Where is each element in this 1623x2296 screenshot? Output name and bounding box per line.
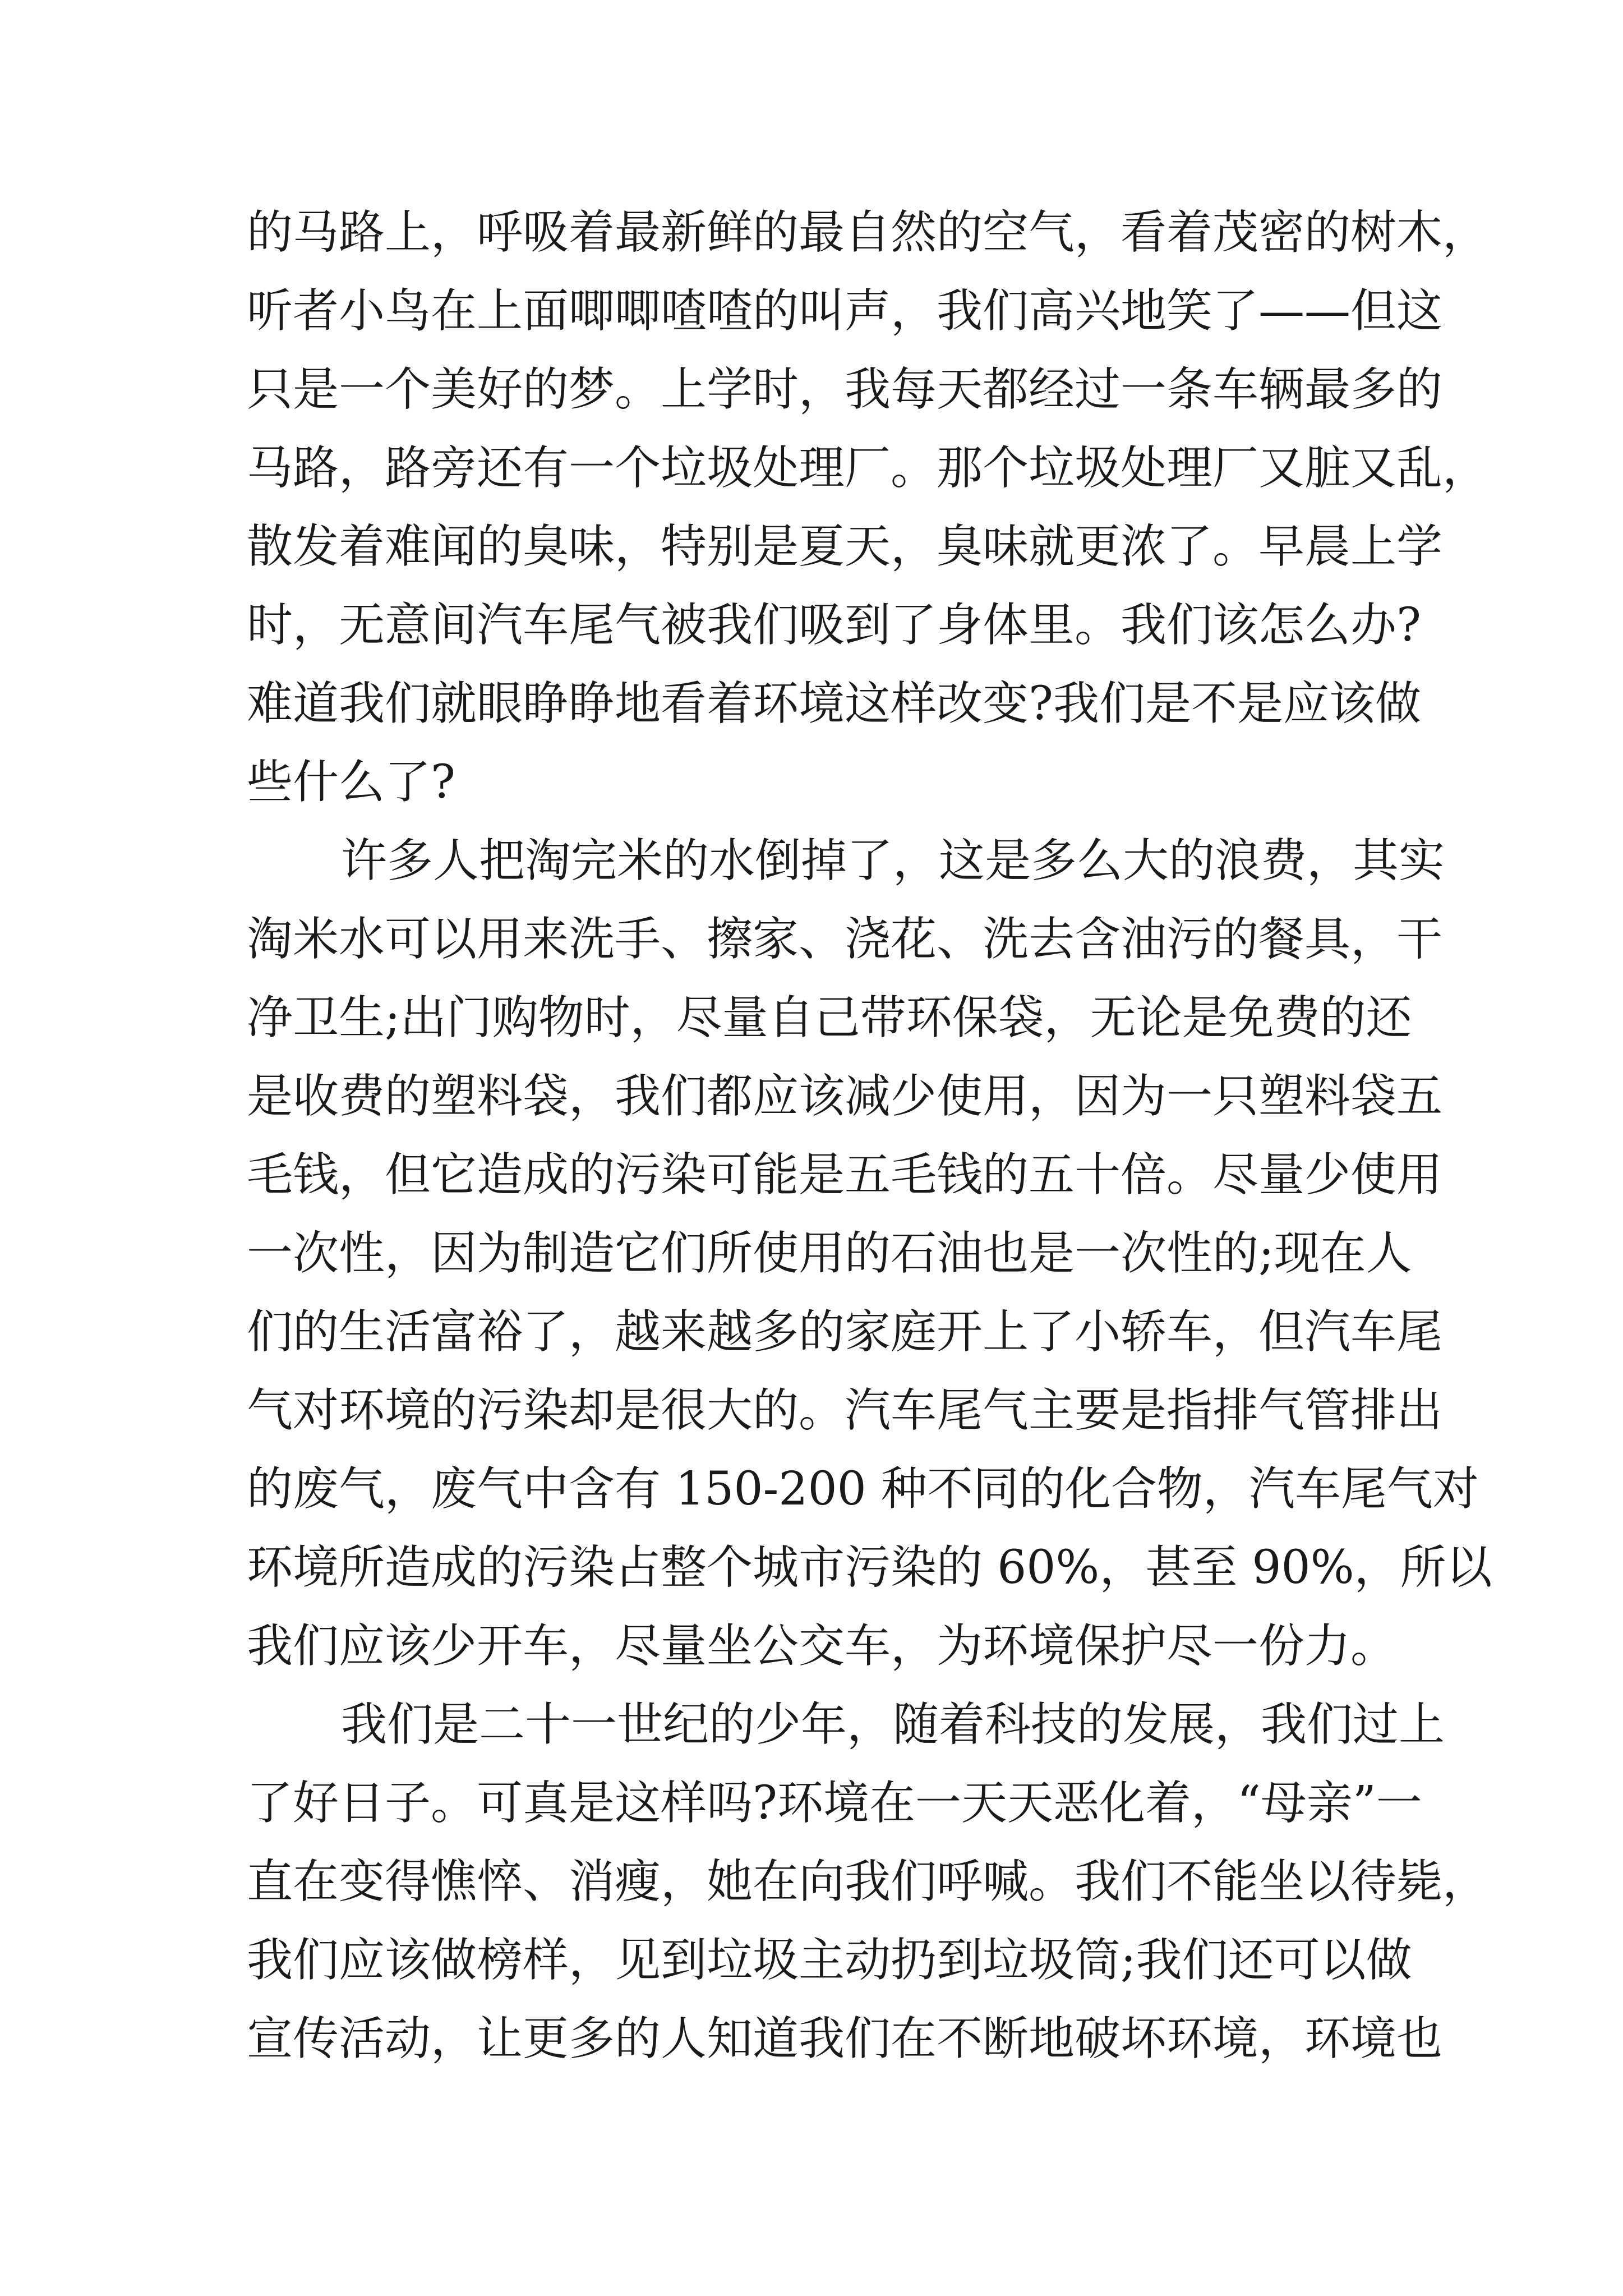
- text-line: 毛钱，但它造成的污染可能是五毛钱的五十倍。尽量少使用: [247, 1148, 1443, 1202]
- text-line: 许多人把淘完米的水倒掉了，这是多么大的浪费，其实: [341, 834, 1445, 887]
- text-line: 直在变得憔悴、消瘦，她在向我们呼喊。我们不能坐以待毙，: [247, 1855, 1489, 1908]
- text-line: 听者小鸟在上面唧唧喳喳的叫声，我们高兴地笑了——但这: [247, 284, 1443, 338]
- text-line: 气对环境的污染却是很大的。汽车尾气主要是指排气管排出: [247, 1384, 1443, 1437]
- text-line: 些什么了?: [247, 756, 455, 809]
- text-line: 环境所造成的污染占整个城市污染的 60%，甚至 90%，所以: [247, 1541, 1492, 1594]
- paragraph-1: [247, 194, 1489, 822]
- text-line: 的马路上，呼吸着最新鲜的最自然的空气，看着茂密的树木，: [247, 206, 1489, 259]
- text-line: 一次性，因为制造它们所使用的石油也是一次性的;现在人: [247, 1227, 1412, 1280]
- paragraph-2: [247, 822, 1492, 1686]
- text-line: 宣传活动，让更多的人知道我们在不断地破坏环境，环境也: [247, 2012, 1443, 2065]
- text-line: 马路，路旁还有一个垃圾处理厂。那个垃圾处理厂又脏又乱，: [247, 441, 1489, 495]
- text-line: 我们是二十一世纪的少年，随着科技的发展，我们过上: [341, 1698, 1445, 1751]
- text-line: 们的生活富裕了，越来越多的家庭开上了小轿车，但汽车尾: [247, 1305, 1443, 1359]
- text-line: 的废气，废气中含有 150-200 种不同的化合物，汽车尾气对: [247, 1462, 1479, 1516]
- text-line: 淘米水可以用来洗手、擦家、浇花、洗去含油污的餐具，干: [247, 913, 1443, 966]
- text-line: 散发着难闻的臭味，特别是夏天，臭味就更浓了。早晨上学: [247, 520, 1443, 573]
- text-line: 只是一个美好的梦。上学时，我每天都经过一条车辆最多的: [247, 363, 1443, 416]
- text-line: 净卫生;出门购物时，尽量自己带环保袋，无论是免费的还: [247, 991, 1412, 1045]
- text-line: 时，无意间汽车尾气被我们吸到了身体里。我们该怎么办?: [247, 599, 1421, 652]
- body-text: [247, 194, 1492, 2078]
- text-line: 了好日子。可真是这样吗?环境在一天天恶化着，“母亲”一: [247, 1777, 1422, 1830]
- text-line: 我们应该做榜样，见到垃圾主动扔到垃圾筒;我们还可以做: [247, 1934, 1412, 1987]
- text-line: 我们应该少开车，尽量坐公交车，为环境保护尽一份力。: [247, 1619, 1397, 1673]
- text-line: 难道我们就眼睁睁地看着环境这样改变?我们是不是应该做: [247, 677, 1421, 730]
- text-line: 是收费的塑料袋，我们都应该减少使用，因为一只塑料袋五: [247, 1070, 1443, 1123]
- paragraph-3: [247, 1686, 1489, 2078]
